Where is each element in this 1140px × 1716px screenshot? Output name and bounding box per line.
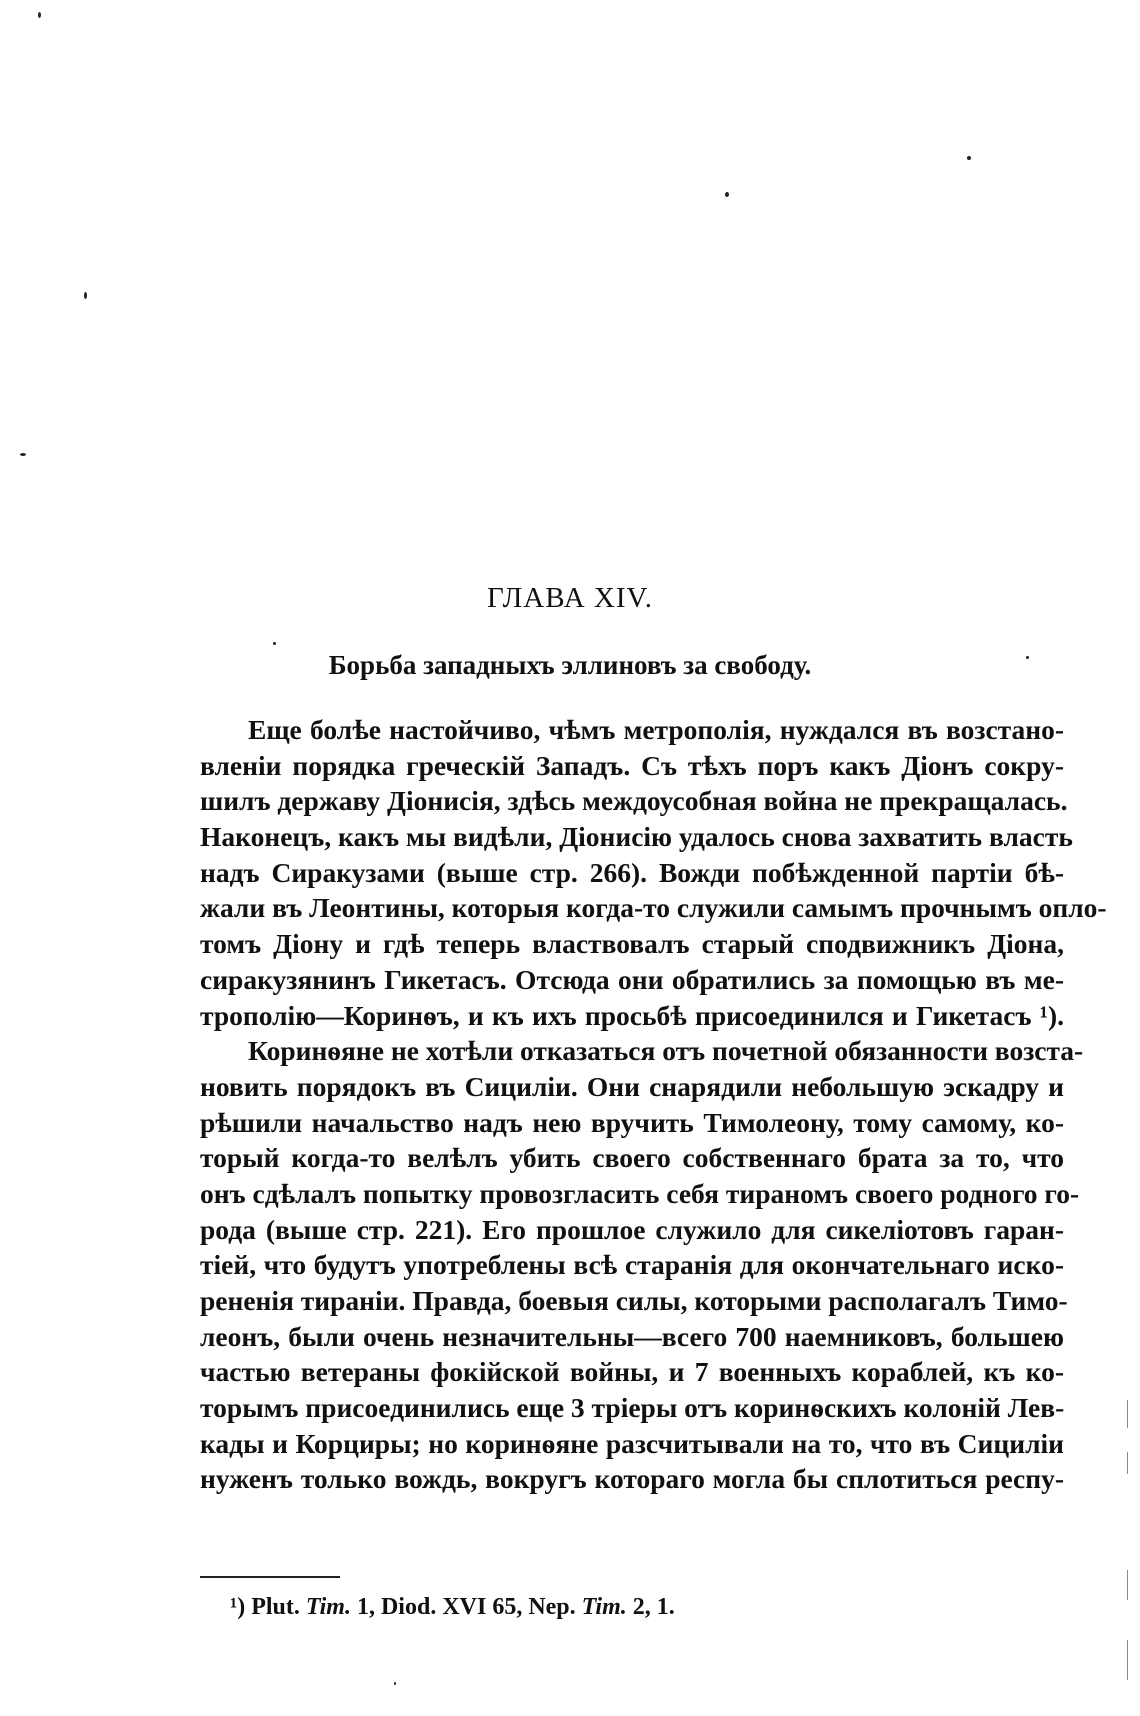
text-line: рѣшили начальство надъ нею вручить Тимолеону, тому самому, ко- <box>200 1106 1064 1138</box>
text-line: трополію—Коринѳъ, и къ ихъ просьбѣ присоединился и Гикетасъ ¹). <box>200 999 1064 1031</box>
scan-edge-mark <box>1127 1570 1128 1600</box>
footnote-marker: ¹) <box>230 1594 246 1620</box>
text-line: торый когда-то велѣлъ убить своего собственнаго брата за то, что <box>200 1142 1064 1174</box>
scan-speck <box>84 292 87 299</box>
text-line: кады и Корциры; но коринѳяне разсчитывали на то, что въ Сициліи <box>200 1427 1064 1459</box>
footnote-number: 2, 1. <box>632 1594 675 1620</box>
text-line: торымъ присоединились еще 3 тріеры отъ коринѳскихъ колоній Лев- <box>200 1392 1065 1424</box>
scan-edge-mark <box>1127 1452 1128 1474</box>
footnote-number: 1, <box>356 1594 375 1620</box>
text-line: жали въ Леонтины, которыя когда-то служили самымъ прочнымъ опло- <box>200 892 1107 924</box>
text-line: томъ Діону и гдѣ теперь властвовалъ старый сподвижникъ Діона, <box>200 928 1064 960</box>
text-line: сиракузянинъ Гикетасъ. Отсюда они обратились за помощью въ ме- <box>200 963 1064 995</box>
body-text <box>200 712 1107 1497</box>
footnote-source: Diod. XVI 65, Nep. <box>380 1594 576 1620</box>
text-line: рода (выше стр. 221). Его прошлое служило для сикеліотовъ гаран- <box>200 1213 1064 1245</box>
text-line: частью ветераны фокійской войны, и 7 военныхъ кораблей, къ ко- <box>200 1356 1064 1388</box>
chapter-title: Борьба западныхъ эллиновъ за свободу. <box>328 650 812 680</box>
footnote-work: Tim. <box>305 1594 351 1620</box>
text-line: леонъ, были очень незначительны—всего 700 наемниковъ, большею <box>200 1320 1064 1352</box>
chapter-heading: ГЛАВА XIV. <box>487 582 653 614</box>
scan-edge-mark <box>1127 1400 1128 1428</box>
footnote-work: Tim. <box>581 1594 627 1620</box>
scan-edge-mark <box>1127 1640 1128 1680</box>
scan-speck <box>967 156 971 160</box>
text-line: надъ Сиракузами (выше стр. 266). Вожди побѣжденной партіи бѣ- <box>200 856 1064 888</box>
text-line: нуженъ только вождь, вокругъ котораго могла бы сплотиться респу- <box>200 1463 1064 1495</box>
scan-speck <box>20 453 26 456</box>
text-line: вленіи порядка греческій Западъ. Съ тѣхъ поръ какъ Діонъ сокру- <box>200 749 1064 781</box>
text-line: Наконецъ, какъ мы видѣли, Діонисію удалось снова захватить власть <box>200 821 1073 853</box>
footnote-divider <box>200 1576 340 1578</box>
text-line: тіей, что будутъ употреблены всѣ старанія для окончательнаго иско- <box>200 1249 1064 1281</box>
text-line: Еще болѣе настойчиво, чѣмъ метрополія, нуждался въ возстано- <box>248 714 1064 745</box>
footnote-source: Plut. <box>251 1594 300 1620</box>
scan-speck <box>725 192 729 197</box>
text-line: рененія тираніи. Правда, боевыя силы, которыми располагалъ Тимо- <box>200 1285 1068 1316</box>
text-line: онъ сдѣлалъ попытку провозгласить себя тираномъ своего родного го- <box>200 1177 1080 1209</box>
footnote <box>230 1594 675 1621</box>
text-line: Коринѳяне не хотѣли отказаться отъ почетной обязанности возста- <box>248 1035 1084 1067</box>
scan-speck <box>38 12 41 18</box>
scan-speck <box>394 1682 396 1685</box>
text-line: новить порядокъ въ Сициліи. Они снарядили небольшую эскадру и <box>200 1070 1064 1102</box>
scan-speck <box>273 642 276 645</box>
text-line: шилъ державу Діонисія, здѣсь междоусобная война не прекращалась. <box>200 785 1068 817</box>
